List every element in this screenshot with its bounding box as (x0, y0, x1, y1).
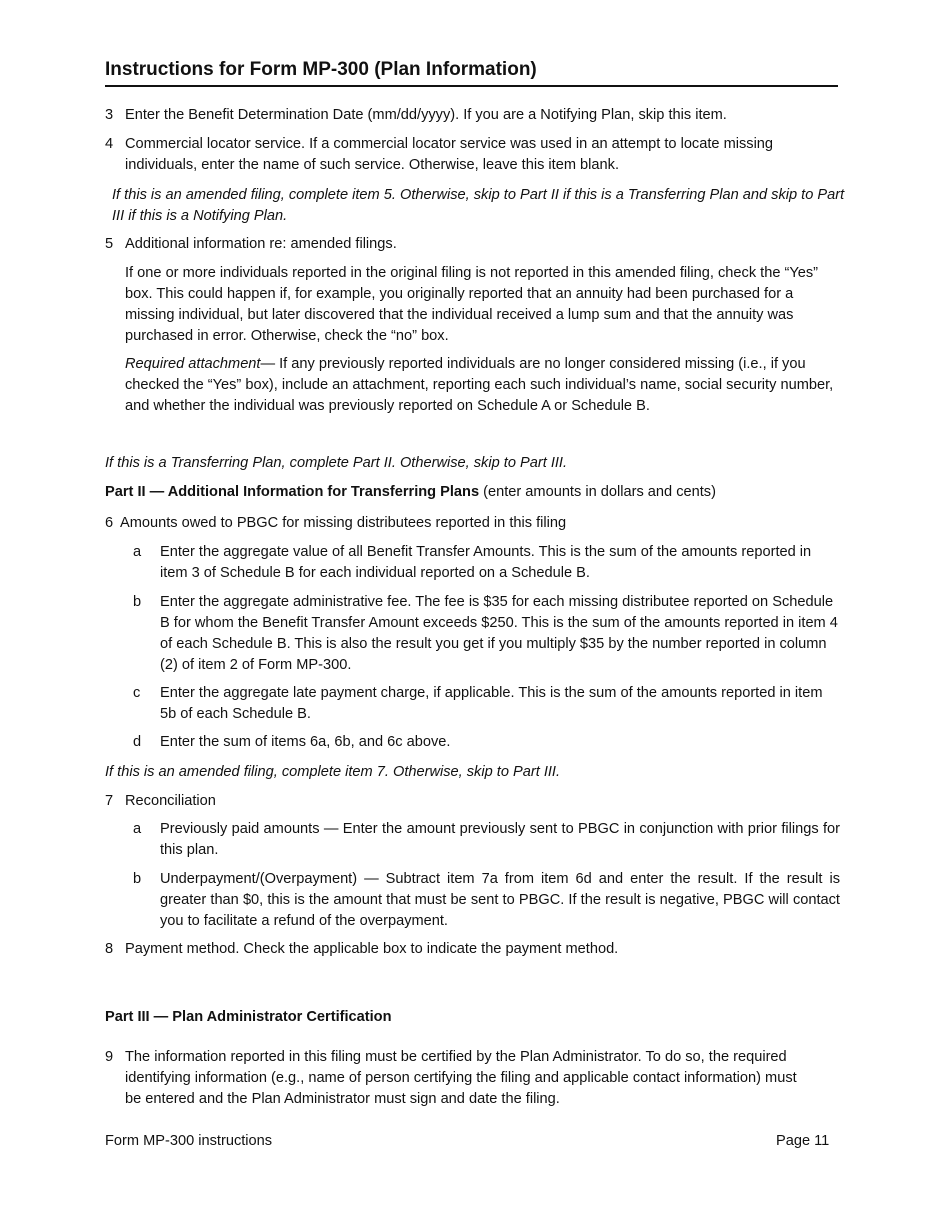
part-2-heading (105, 482, 845, 503)
item-number: 9 (105, 1049, 114, 1065)
item-number: 3 (105, 107, 114, 123)
sub-letter: d (133, 734, 142, 750)
sub-text: Enter the aggregate value of all Benefit Transfer Amounts. This is the sum of the amounts reported in item 3 of Schedule B for each individual reported on a Schedule B. (160, 544, 812, 581)
required-attachment-paragraph (125, 354, 835, 417)
item-text: Amounts owed to PBGC for missing distributees reported in this filing (120, 515, 567, 531)
item-5-paragraph: If one or more individuals reported in the original filing is not reported in this amended filing, check the “Yes” box. This could happen if, for example, you originally reported that an annuity had been purchased for a missing individual, but later discovered that the individual received a lump sum and that the annuity was purchased in error. Otherwise, check the “no” box. (125, 265, 819, 344)
sub-text: Enter the sum of items 6a, 6b, and 6c above. (160, 734, 451, 750)
item-text: Additional information re: amended filings. (125, 236, 397, 252)
item-text: Reconciliation (125, 793, 216, 809)
transferring-plan-note: If this is a Transferring Plan, complete Part II. Otherwise, skip to Part III. (105, 455, 568, 471)
item-number: 4 (105, 136, 114, 152)
item-number: 8 (105, 941, 114, 957)
footer-form-name: Form MP-300 instructions (105, 1133, 273, 1149)
sub-letter: a (133, 821, 142, 837)
item-text: The information reported in this filing must be certified by the Plan Administrator. To do so, the required identifying information (e.g., name of person certifying the filing and applicable contact information) must be entered and the Plan Administrator must sign and date the filing. (125, 1049, 797, 1107)
sub-letter: b (133, 594, 142, 610)
item-number: 7 (105, 793, 114, 809)
item-text: Payment method. Check the applicable box to indicate the payment method. (125, 941, 619, 957)
sub-text: Enter the aggregate late payment charge, if applicable. This is the sum of the amounts reported in item 5b of each Schedule B. (160, 685, 823, 722)
footer-page-number: Page 11 (776, 1133, 830, 1149)
part-2-suffix: (enter amounts in dollars and cents) (479, 484, 716, 500)
sub-text: Underpayment/(Overpayment) — Subtract item 7a from item 6d and enter the result. If the result is greater than $0, this is the amount that must be sent to PBGC. If the result is negative, PBGC will contact you to facilitate a refund of the overpayment. (160, 871, 840, 929)
sub-letter: c (133, 685, 141, 701)
page-title: Instructions for Form MP-300 (Plan Information) (105, 57, 838, 87)
sub-letter: a (133, 544, 142, 560)
item-text: Enter the Benefit Determination Date (mm/dd/yyyy). If you are a Notifying Plan, skip this item. (125, 107, 727, 123)
sub-text: Enter the aggregate administrative fee. The fee is $35 for each missing distributee reported on Schedule B for whom the Benefit Transfer Amount exceeds $250. This is the sum of the amounts reported in item 4 of each Schedule B. This is also the result you get if you multiply $35 by the number reported in column (2) of item 2 of Form MP-300. (160, 594, 838, 673)
sub-letter: b (133, 871, 142, 887)
amended-filing-note-7: If this is an amended filing, complete item 7. Otherwise, skip to Part III. (105, 764, 561, 780)
item-number: 5 (105, 236, 114, 252)
part-3-heading: Part III — Plan Administrator Certification (105, 1009, 392, 1025)
required-attachment-label: Required attachment (125, 356, 261, 372)
part-2-title: Part II — Additional Information for Transferring Plans (105, 484, 480, 500)
required-attachment-text: — If any previously reported individuals are no longer considered missing (i.e., if you checked the “Yes” box), include an attachment, reporting each such individual’s name, social security number, and whether the individual was previously reported on Schedule A or Schedule B. (125, 356, 834, 414)
item-number: 6 (105, 515, 114, 531)
amended-filing-note: If this is an amended filing, complete item 5. Otherwise, skip to Part II if this is a Transferring Plan and skip to Part III if this is a Notifying Plan. (112, 187, 845, 224)
sub-text: Previously paid amounts — Enter the amount previously sent to PBGC in conjunction with prior filings for this plan. (160, 821, 840, 858)
item-text: Commercial locator service. If a commercial locator service was used in an attempt to locate missing individuals, enter the name of such service. Otherwise, leave this item blank. (125, 136, 774, 173)
